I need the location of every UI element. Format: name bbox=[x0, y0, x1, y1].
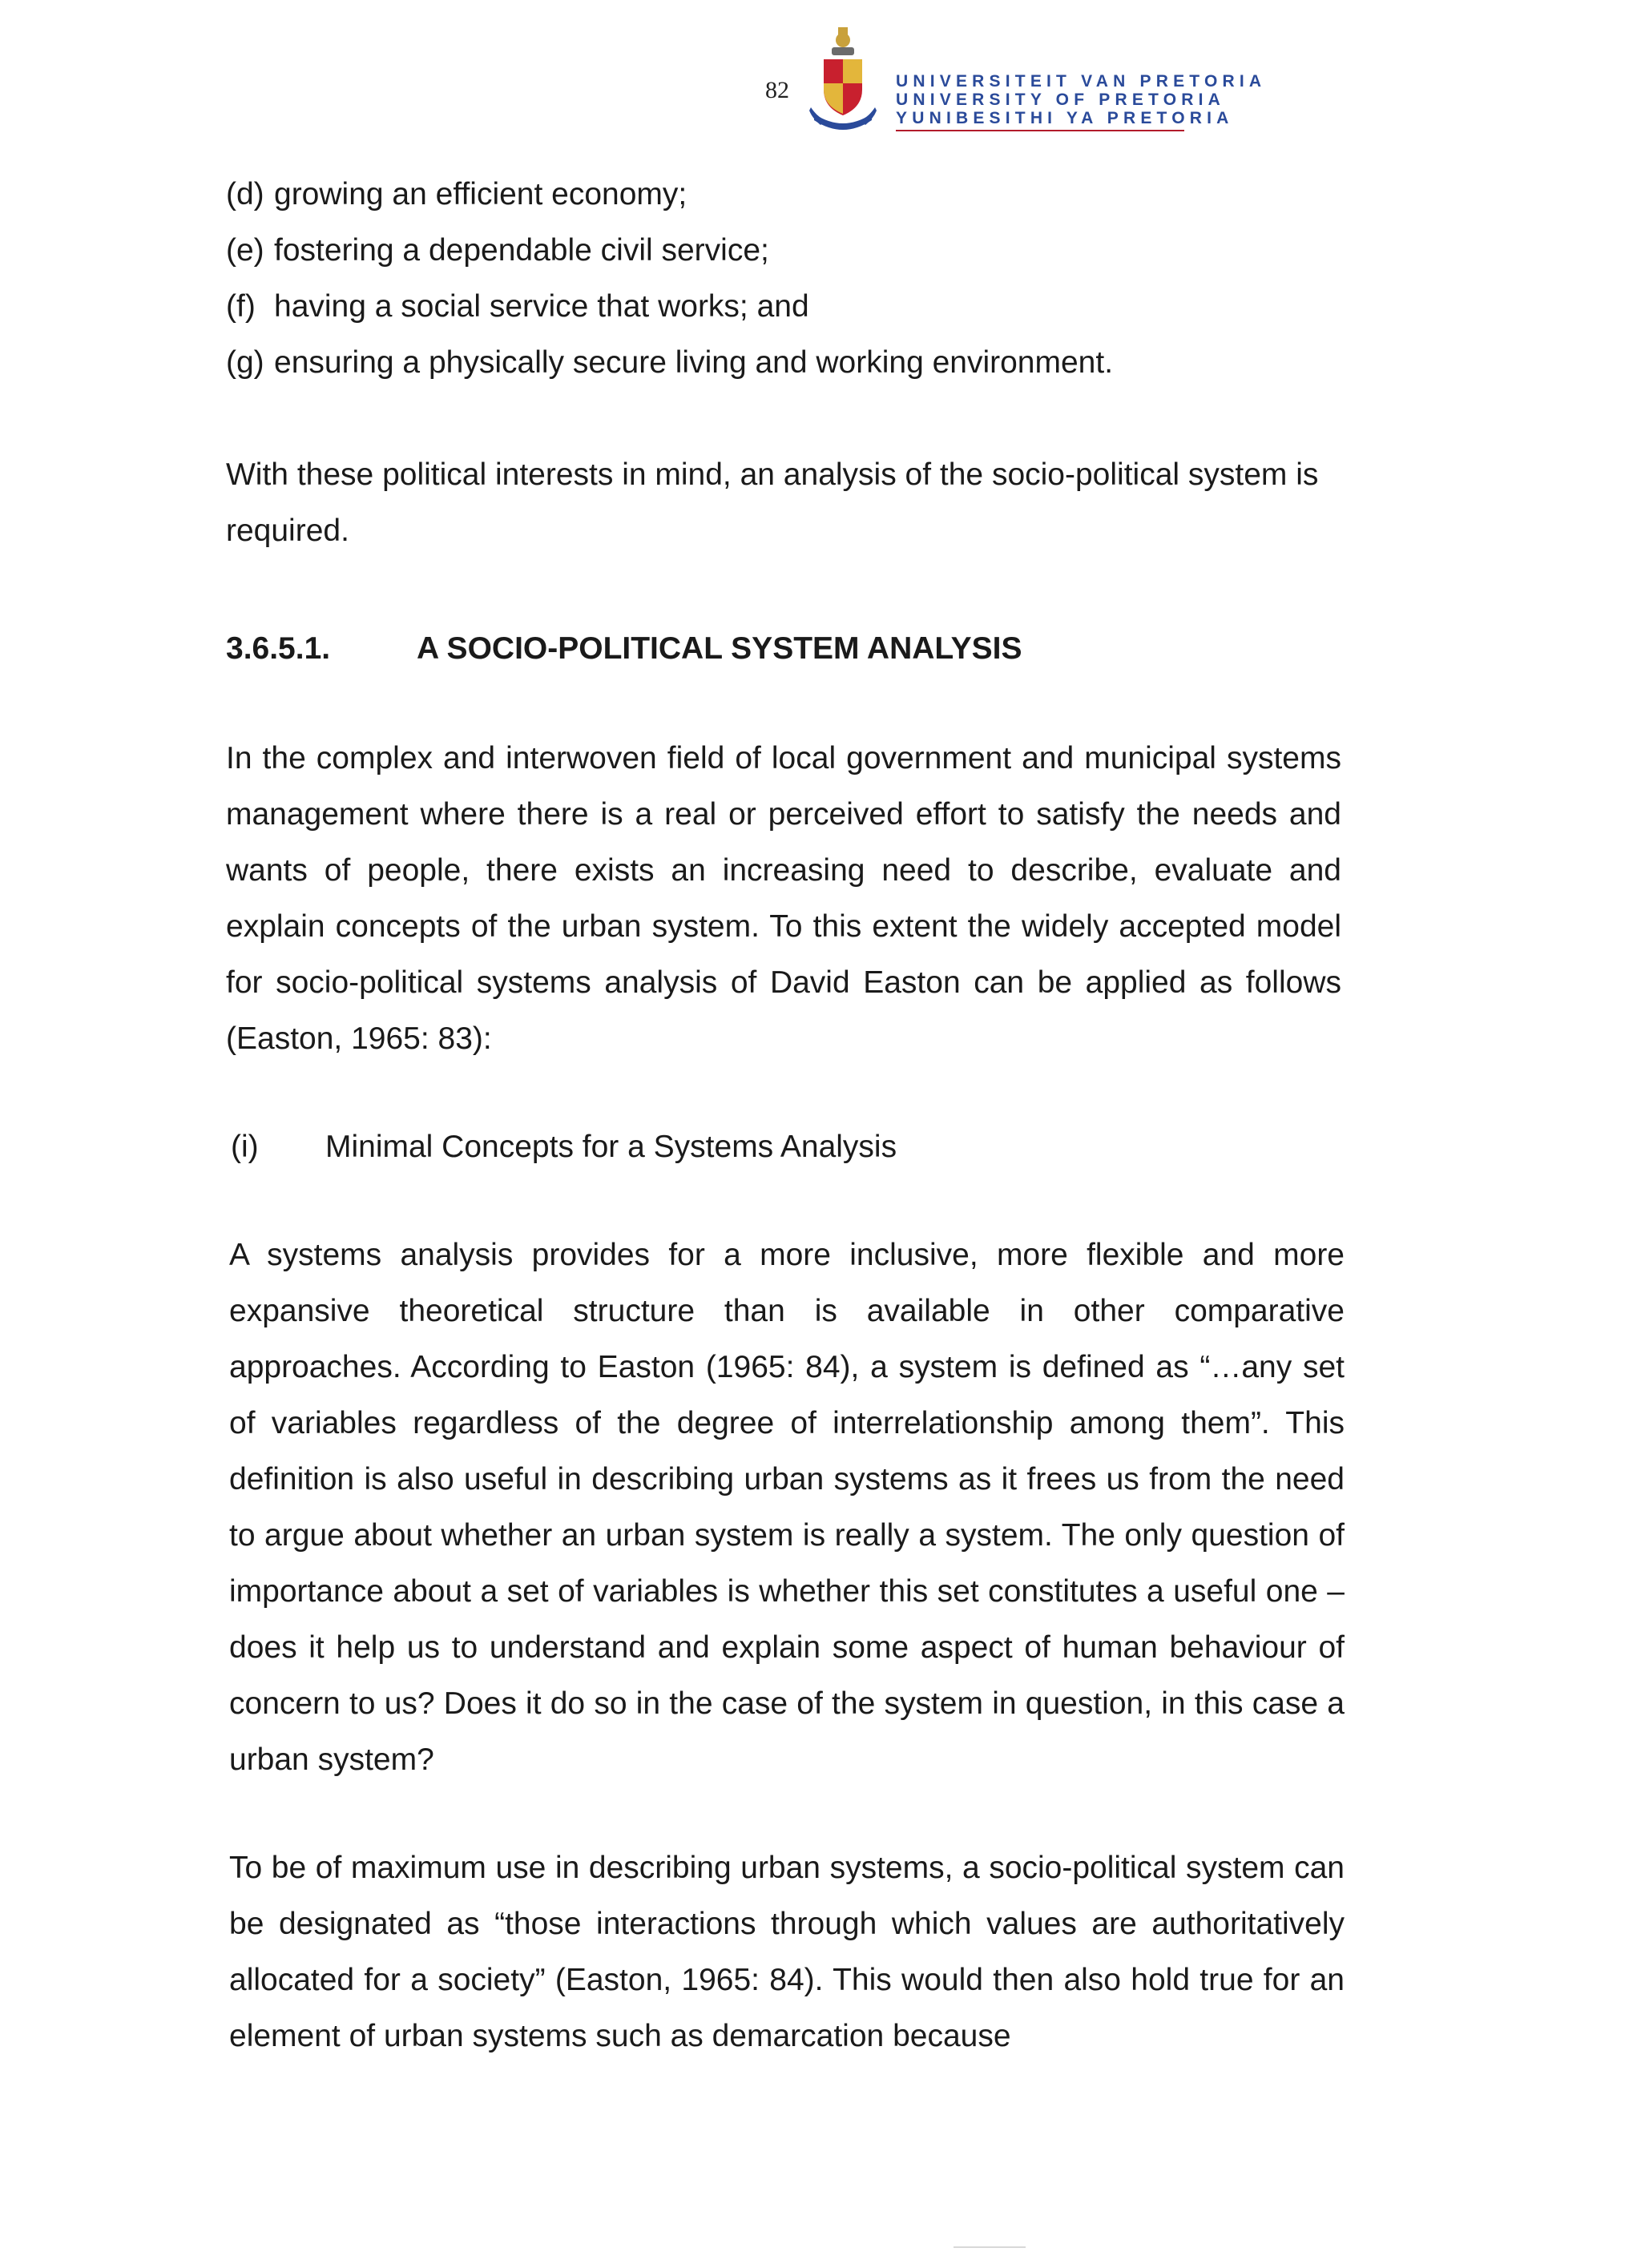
requirements-list bbox=[226, 167, 1341, 391]
footer-divider bbox=[954, 2246, 1026, 2248]
list-text: growing an efficient economy; bbox=[274, 177, 687, 211]
list-text: having a social service that works; and bbox=[274, 289, 809, 324]
list-marker: (f) bbox=[226, 289, 256, 324]
subsection-title: Minimal Concepts for a Systems Analysis bbox=[325, 1130, 897, 1164]
list-item bbox=[226, 279, 1341, 335]
paragraph-systems-analysis: A systems analysis provides for a more inclusive, more flexible and more expansive theoretical structure than is available in other comparative approaches. According to Easton (1965: 84), a system is defined as “…any set of variables regardless of the degree of interrelationship among them”. This definition is also useful in describing urban systems as it frees us from the need to argue about whether an urban system is really a system. The only question of importance about a set of variables is whether this set constitutes a useful one – does it help us to understand and explain some aspect of human behaviour of concern to us? Does it do so in the case of the system in question, in this case a urban system? bbox=[229, 1238, 1345, 1777]
paragraph-maximum-use: To be of maximum use in describing urban systems, a socio-political system can be designated as “those interactions through which values are authoritatively allocated for a society” (Easton, 1965: 84). This would then also hold true for an element of urban systems such as demarcation because bbox=[229, 1851, 1345, 2053]
list-text: ensuring a physically secure living and working environment. bbox=[274, 345, 1114, 380]
list-marker: (d) bbox=[226, 177, 264, 211]
list-item bbox=[226, 167, 1341, 223]
paragraph-complex-field: In the complex and interwoven field of local government and municipal systems management where there is a real or perceived effort to satisfy the needs and wants of people, there exists an increasing need to describe, evaluate and explain concepts of the urban system. To this extent the widely accepted model for socio-political systems analysis of David Easton can be applied as follows (Easton, 1965: 83): bbox=[226, 741, 1341, 1056]
list-marker: (e) bbox=[226, 233, 264, 268]
university-name-english: UNIVERSITY OF PRETORIA bbox=[896, 91, 1225, 109]
list-text: fostering a dependable civil service; bbox=[274, 233, 769, 268]
university-crest-icon bbox=[808, 27, 878, 136]
header-divider bbox=[896, 130, 1184, 131]
paragraph-intro: With these political interests in mind, an analysis of the socio-political system is required. bbox=[226, 457, 1319, 548]
section-number: 3.6.5.1. bbox=[226, 631, 331, 666]
list-item bbox=[226, 335, 1341, 391]
university-name-afrikaans: UNIVERSITEIT VAN PRETORIA bbox=[896, 72, 1267, 91]
university-names bbox=[896, 72, 1266, 127]
page-number: 82 bbox=[765, 77, 789, 103]
list-item bbox=[226, 223, 1341, 279]
section-title: A SOCIO-POLITICAL SYSTEM ANALYSIS bbox=[417, 631, 1022, 666]
university-name-sepedi: YUNIBESITHI YA PRETORIA bbox=[896, 109, 1234, 127]
subsection-number: (i) bbox=[231, 1130, 259, 1164]
list-marker: (g) bbox=[226, 345, 264, 380]
